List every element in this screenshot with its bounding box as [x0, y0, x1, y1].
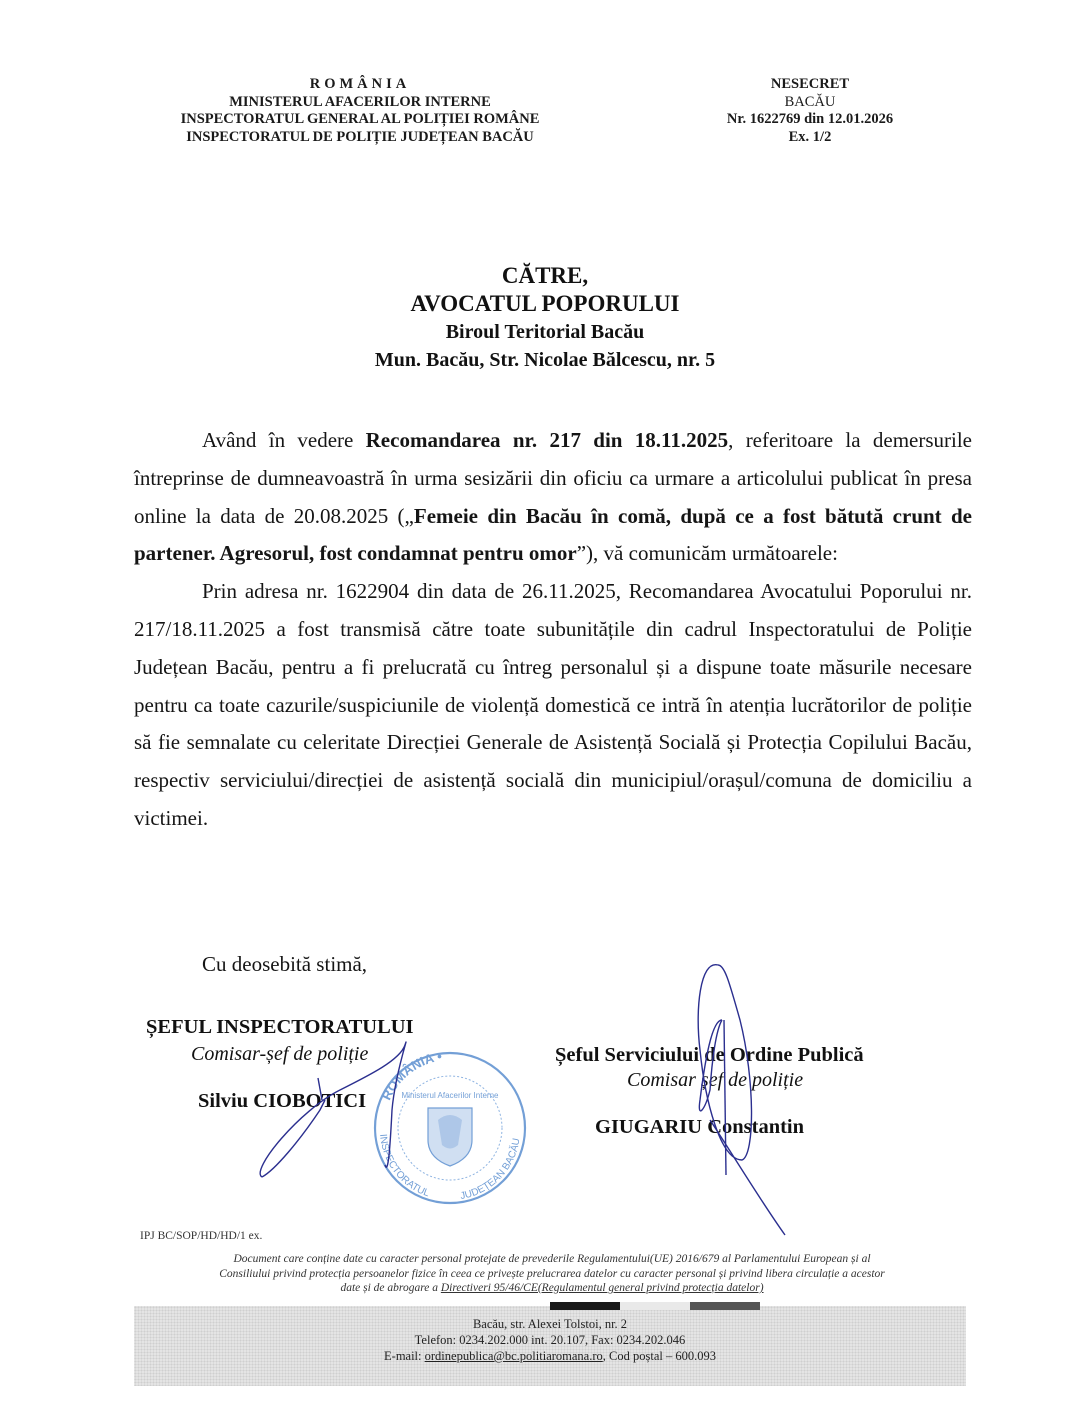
stamp-top-text: ROMÂNIA •	[378, 1048, 443, 1103]
stamp-ring-left: INSPECTORATUL	[377, 1133, 431, 1200]
gdpr-line-3-a: date și de abrogare a	[340, 1282, 441, 1294]
p1-text-e: ”), vă comunicăm următoarele:	[576, 541, 838, 566]
p1-text-a: Având în vedere	[202, 428, 366, 452]
paragraph-2: Prin adresa nr. 1622904 din data de 26.11.2025, Recomandarea Avocatului Poporului nr. 217/18.11.2025 a fost transmisă către toate subunitățile din cadrul Inspectoratului de Poliție Județean Bacău, pentru a fi prelucrată cu întreg personalul și a dispune toate măsurile necesare pentru ca toate cazurile/suspiciunile de violență domestică ce intră în atenția lucrătorilor de poliție să fie semnalate cu celeritate Direcției Generale de Asistență Socială și Protecția Copilului Bacău, respectiv serviciului/direcției de asistență socială din municipiul/orașul/comuna de domiciliu a victimei.	[134, 579, 972, 830]
copy-number: Ex. 1/2	[788, 128, 832, 145]
stamp-ring-right: JUDEȚEAN BACĂU	[459, 1137, 523, 1203]
signatory-right	[555, 1044, 955, 1139]
city-label: BACĂU	[784, 93, 836, 110]
gdpr-regulation-link: Directiveri 95/46/CE(Regulamentul general privind protecția datelor)	[440, 1282, 764, 1294]
footer-bar-segment-dark	[550, 1302, 620, 1310]
ministry-name: MINISTERUL AFACERILOR INTERNE	[229, 93, 491, 110]
gdpr-line-1: Document care conține date cu caracter personal protejate de prevederile Regulamentului(UE) 2016/679 al Parlamentului European și al	[233, 1253, 871, 1265]
addressee-office: Biroul Teritorial Bacău	[445, 321, 645, 343]
internal-reference-code: IPJ BC/SOP/HD/HD/1 ex.	[140, 1230, 263, 1242]
footer-contact	[134, 1316, 966, 1364]
addressee-block	[250, 262, 840, 374]
gdpr-line-3	[134, 1281, 970, 1296]
footer-color-bar	[550, 1302, 760, 1310]
gdpr-line-2: Consiliului privind protecția persoanelor fizice în ceea ce privește prelucrarea datelor cu caracter personal și privind libera circulație a acestor	[219, 1267, 885, 1280]
gdpr-notice	[134, 1252, 970, 1296]
signatory-left-role: ȘEFUL INSPECTORATULUI	[146, 1016, 414, 1038]
closing-salutation: Cu deosebită stimă,	[202, 952, 368, 976]
signatory-left	[146, 1016, 566, 1113]
county-inspectorate-name: INSPECTORATUL DE POLIȚIE JUDEȚEAN BACĂU	[186, 128, 534, 145]
classification-label: NESECRET	[770, 76, 850, 92]
general-inspectorate-name: INSPECTORATUL GENERAL AL POLIȚIEI ROMÂNE	[180, 111, 540, 127]
signatory-left-rank: Comisar-șef de poliție	[191, 1043, 369, 1065]
recommendation-reference: Recomandarea nr. 217 din 18.11.2025	[365, 428, 729, 452]
addressee-to: CĂTRE,	[501, 263, 589, 288]
addressee-address: Mun. Bacău, Str. Nicolae Bălcescu, nr. 5	[374, 349, 716, 371]
footer-email-link[interactable]: ordinepublica@bc.politiaromana.ro	[424, 1349, 603, 1363]
stamp-inner-text: Ministerul Afacerilor Interne	[401, 1091, 499, 1100]
signatory-right-role: Șeful Serviciului de Ordine Publică	[555, 1044, 864, 1066]
coat-of-arms-icon	[428, 1108, 472, 1166]
paragraph-1	[134, 422, 972, 573]
p1-text-c: , referitoare la demersurile întreprinse de dumneavoastră în urma sesizării din oficiu ca urmare a articolului publicat în presa online la data de 20.08.2025 („	[134, 428, 973, 528]
footer-bar-segment-light	[620, 1302, 690, 1310]
signatory-right-rank: Comisar șef de poliție	[627, 1069, 804, 1091]
signatory-left-name: Silviu CIOBOTICI	[198, 1090, 367, 1112]
footer-email-line	[134, 1348, 966, 1364]
footer-phone: Telefon: 0234.202.000 int. 20.107, Fax: 0234.202.046	[414, 1333, 686, 1347]
article-title: Femeie din Bacău în comă, după ce a fost bătută crunt de partener. Agresorul, fost condamnat pentru omor	[134, 503, 972, 566]
footer-address: Bacău, str. Alexei Tolstoi, nr. 2	[472, 1317, 628, 1331]
footer-bar-segment-gray	[690, 1302, 760, 1310]
addressee-institution: AVOCATUL POPORULUI	[410, 291, 680, 316]
registration-block	[680, 76, 940, 146]
signatory-right-name: GIUGARIU Constantin	[595, 1116, 805, 1138]
letter-body	[134, 422, 972, 838]
registration-number: Nr. 1622769 din 12.01.2026	[726, 111, 894, 127]
footer-postal-code: , Cod poștal – 600.093	[602, 1349, 716, 1363]
country-name: ROMÂNIA	[309, 76, 411, 92]
footer-email-label: E-mail:	[384, 1349, 425, 1363]
issuer-header	[130, 76, 590, 146]
